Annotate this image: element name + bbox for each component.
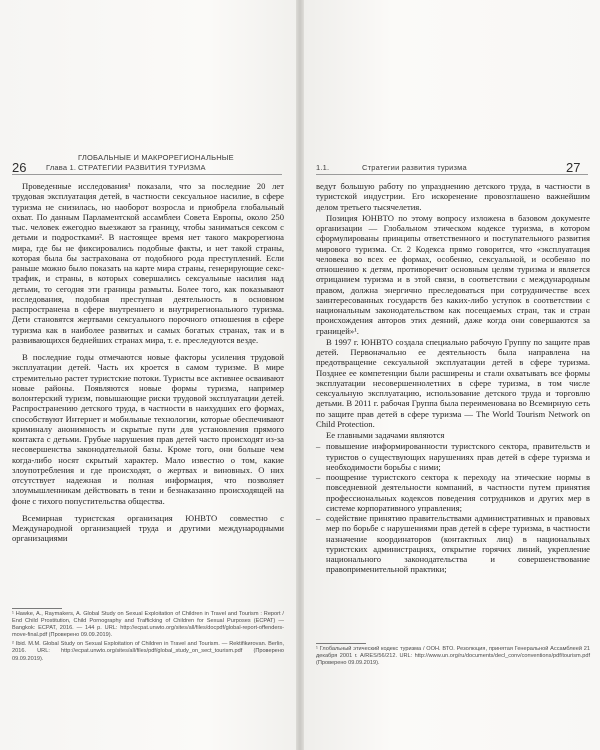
paragraph: Всемирная туристская организация ЮНВТО совместно с Международной организацией труда и другими международными организациями [12,512,284,544]
footnote: ¹ Hawke, A., Raymakers, A. Global Study on Sexual Exploitation of Children in Travel and Tourism : Report / End Child Prostitution, Child Pornography and Trafficking of Children for Sexual Purposes (ECPAT) — Bangkok: ECPAT, 2016. — 144 p. URL: http://ecpat.unwto.org/sites/all/files/docpdf/global-report-offenders-move-final.pdf (Проверено 09.09.2019). [12,611,284,639]
left-page [0,0,296,750]
list-item: – содействие принятию правительствами административных и правовых мер по борьбе с нарушениями прав детей в сфере туризма, в частности назначение координаторов (контактных лиц) в национальных туристских администрациях, открытие горячих линий, укрепление национального законодательства и совершенствование правоприменительной практики; [316,513,590,575]
footnote: ¹ Глобальный этический кодекс туризма / ООН. ВТО. Резолюция, принятая Генеральной Ассамблеей 21 декабря 2001 г. A/RES/56/212. URL: http://www.un.org/ru/documents/decl_conv/conventions/pdf/tourism.pdf (Проверено 09.09.2019). [316,646,590,667]
running-head-line-2: СТРАТЕГИИ РАЗВИТИЯ ТУРИЗМА [78,163,206,172]
tasks-list [316,441,590,574]
left-body-text [12,181,284,544]
footnote-rule [316,643,366,644]
paragraph: Проведенные исследования¹ показали, что за последние 20 лет трудовая эксплуатация детей, в частности сексуальное насилие, в сфере туризма не снизилась, но наоборот возросла и приобрела глобальный охват. По данным Парламентской ассамблеи Совета Европы, около 250 тыс. человек ежегодно выезжают за границу, чтобы заниматься сексом с детьми и подростками². В настоящее время нет такого макрорегиона мира, где бы не фиксировались подобные факты, и нет такой страны, которая была бы застрахована от подобного рода преступлений. Если раньше можно было показать на карте мира страны, генерирующие секс-трафик, и страны, в которых совершались сексуальные насилия над детьми, то сегодня эти границы размыты. Более того, как показывают исследования, подобная преступная деятельность в основном распространена в сфере внутреннего и внутрирегионального туризма. Дети становятся жертвами сексуального порочного отношения в сфере туризма как в наиболее развитых и самых богатых странах, так и в развивающихся беднейших странах мира, т. е. преследуются везде. [12,181,284,345]
list-item: – повышение информированности туристского сектора, правительств и туристов о существующих нарушениях прав детей в сфере туризма и необходимости борьбы с ними; [316,441,590,472]
list-intro: Ее главными задачами являются [326,430,445,440]
footnote-rule [12,608,62,609]
paragraph: ведут большую работу по упразднению детского труда, в частности в туристской индустрии. Его искоренение провозглашено важнейшим делом третьего тысячелетия. [316,181,590,212]
chapter-label: Глава 1. [46,163,77,172]
running-head-line-1: ГЛОБАЛЬНЫЕ И МАКРОРЕГИОНАЛЬНЫЕ [78,153,234,162]
header-rule [12,174,282,175]
list-item: – поощрение туристского сектора к переходу на этические нормы в повседневной деятельности компаний, в частности путем принятия профессиональных кодексов поведения сотрудников и других мер в системе корпоративного управления; [316,472,590,513]
left-footnotes [12,611,284,665]
right-footnotes [316,646,590,669]
header-rule [316,174,588,175]
section-label: 1.1. [316,163,330,172]
book-gutter [296,0,304,750]
paragraph: Позиция ЮНВТО по этому вопросу изложена в базовом документе организации — Глобальном этическом кодексе туризма, в котором сформулированы принципы ответственного и поступательного развития мирового туризма. Ст. 2 Кодекса прямо говорится, что «эксплуатация человека во всех ее формах, особенно, сексуальной, и особенно по отношению к детям, противоречит основным целям туризма и является отрицанием туризма и в этой связи, в соответствии с международным правом, должна энергично преследоваться при сотрудничестве всех заинтересованных государств без каких-либо уступок в соответствии с национальным законодательством как посещаемых стран, так и стран происхождения авторов этих деяний, даже когда они совершаются за границей»¹. [316,212,590,336]
right-body-text [316,181,590,575]
running-head: Стратегии развития туризма [362,163,467,172]
footnote: ² Ibid. M.M. Global Study on Sexual Exploitation of Children in Travel and Tourism. — Rеktifikиrovan. Berlin, 2016. URL: http://ecpat.unwto.org/sites/all/files/pdf/global_study_on_sect_tourism.pdf (Проверено 09.09.2019). [12,641,284,662]
paragraph: В 1997 г. ЮНВТО создала специально рабочую Группу по защите прав детей. Первоначально ее деятельность была направлена на предотвращение сексуальной эксплуатации детей в сфере туризма. Позднее ее компетенции были расширены и стали охватывать все формы эксплуатации несовершеннолетних в сфере туризма, в том числе сексуальную эксплуатацию, использование детского труда и торговлю детьми. В 2011 г. рабочая Группа была переименована во Всемирную сеть по защите прав детей в сфере туризма — The World Tourism Network on Child Protection. [316,336,590,429]
page-number: 27 [566,160,581,175]
right-page [304,0,600,750]
paragraph: В последние годы отмечаются новые факторы усиления трудовой эксплуатации детей. Часть их кроется в самом туризме. В мире стремительно растет туристские потоки. Туристы все активнее осваивают новые районы. Появляются новые формы туризма, например волонтерский туризм, повышающие риски трудовой эксплуатации детей. Распространению детского труда, в частности в наихудших его формах, способствуют Интернет и мобильные технологии, которые обеспечивают криминалу анонимность и скрытые пути для установления прямого контакта с детьми. Грубые нарушения прав детей часто происходят из-за несовершенства законодательной базы. Кроме того, они больше чем когда-либо носят скрытый характер. Мало известно о том, какие злоупотребления и где происходят, о жертвах и виновных. О них отсутствует надежная и полная информация, что позволяет злоумышленникам действовать в тени и безнаказанно происходящей на фоне с тихого попустительства общества. [12,352,284,506]
page-number: 26 [12,160,27,175]
